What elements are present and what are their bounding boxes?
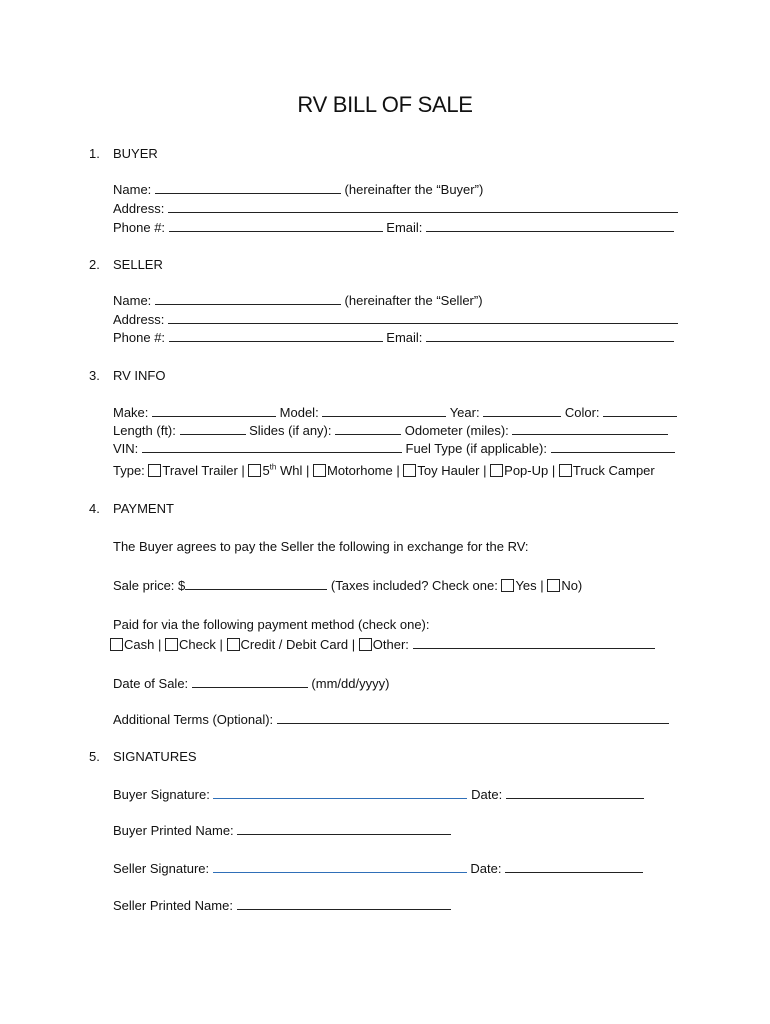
seller-phone-field[interactable] <box>169 329 383 342</box>
taxes-yes-checkbox[interactable] <box>501 579 514 592</box>
pop-up-checkbox[interactable] <box>490 464 503 477</box>
fifth-wheel-checkbox[interactable] <box>248 464 261 477</box>
motorhome-checkbox[interactable] <box>313 464 326 477</box>
rv-vin-line: VIN: Fuel Type (if applicable): <box>113 440 675 458</box>
date-of-sale-line: Date of Sale: (mm/dd/yyyy) <box>113 676 390 691</box>
rv-slides-field[interactable] <box>335 422 401 435</box>
section-heading-seller: 2. SELLER <box>89 257 163 272</box>
section-heading-buyer: 1. BUYER <box>89 146 158 161</box>
buyer-printed-name-field[interactable] <box>237 822 451 835</box>
document-title: RV BILL OF SALE <box>297 92 473 117</box>
toy-hauler-checkbox[interactable] <box>403 464 416 477</box>
travel-trailer-checkbox[interactable] <box>148 464 161 477</box>
section-heading-payment: 4. PAYMENT <box>89 501 174 516</box>
seller-printed-name-line: Seller Printed Name: <box>113 897 451 915</box>
sale-price-field[interactable] <box>185 577 327 590</box>
buyer-signature-date-field[interactable] <box>506 786 644 799</box>
rv-type-line: Type: Travel Trailer | 5th Whl | Motorhome | Toy Hauler | Pop-Up | Truck Camper <box>113 462 655 478</box>
seller-phone-line: Phone #: Email: <box>113 329 674 347</box>
buyer-email-field[interactable] <box>426 219 674 232</box>
seller-signature-line: Seller Signature: Date: <box>113 860 643 878</box>
seller-printed-name-field[interactable] <box>237 897 451 910</box>
seller-name-field[interactable] <box>155 292 341 305</box>
rv-length-line: Length (ft): Slides (if any): Odometer (miles): <box>113 422 668 440</box>
other-payment-field[interactable] <box>413 636 655 649</box>
buyer-signature-line: Buyer Signature: Date: <box>113 786 644 804</box>
payment-intro: The Buyer agrees to pay the Seller the following in exchange for the RV: <box>113 539 529 554</box>
sale-price-line: Sale price: $ (Taxes included? Check one: Yes | No) <box>113 578 583 593</box>
rv-odometer-field[interactable] <box>512 422 668 435</box>
buyer-signature-field[interactable] <box>213 786 467 799</box>
taxes-no-checkbox[interactable] <box>547 579 560 592</box>
buyer-name-line: Name: (hereinafter the “Buyer”) <box>113 182 484 197</box>
cash-checkbox[interactable] <box>110 638 123 651</box>
rv-make-field[interactable] <box>152 404 276 417</box>
section-heading-signatures: 5. SIGNATURES <box>89 749 197 764</box>
payment-method-intro: Paid for via the following payment method (check one): <box>113 617 430 632</box>
credit-debit-checkbox[interactable] <box>227 638 240 651</box>
check-checkbox[interactable] <box>165 638 178 651</box>
rv-length-field[interactable] <box>180 422 246 435</box>
buyer-address-field[interactable] <box>168 200 678 213</box>
truck-camper-checkbox[interactable] <box>559 464 572 477</box>
seller-name-line: Name: (hereinafter the “Seller”) <box>113 293 483 308</box>
additional-terms-field[interactable] <box>277 711 669 724</box>
seller-email-field[interactable] <box>426 329 674 342</box>
date-of-sale-field[interactable] <box>192 675 308 688</box>
section-heading-rv-info: 3. RV INFO <box>89 368 166 383</box>
rv-model-field[interactable] <box>322 404 446 417</box>
buyer-phone-field[interactable] <box>169 219 383 232</box>
rv-make-line: Make: Model: Year: Color: <box>113 404 677 422</box>
buyer-address-line: Address: <box>113 200 678 218</box>
seller-address-line: Address: <box>113 311 678 329</box>
seller-signature-field[interactable] <box>213 860 467 873</box>
rv-year-field[interactable] <box>483 404 561 417</box>
rv-vin-field[interactable] <box>142 440 402 453</box>
buyer-printed-name-line: Buyer Printed Name: <box>113 822 451 840</box>
buyer-name-field[interactable] <box>155 181 341 194</box>
rv-color-field[interactable] <box>603 404 677 417</box>
rv-fuel-field[interactable] <box>551 440 675 453</box>
payment-method-line: Cash | Check | Credit / Debit Card | Other: <box>110 636 655 654</box>
additional-terms-line: Additional Terms (Optional): <box>113 711 669 729</box>
seller-signature-date-field[interactable] <box>505 860 643 873</box>
seller-address-field[interactable] <box>168 311 678 324</box>
other-checkbox[interactable] <box>359 638 372 651</box>
buyer-phone-line: Phone #: Email: <box>113 219 674 237</box>
